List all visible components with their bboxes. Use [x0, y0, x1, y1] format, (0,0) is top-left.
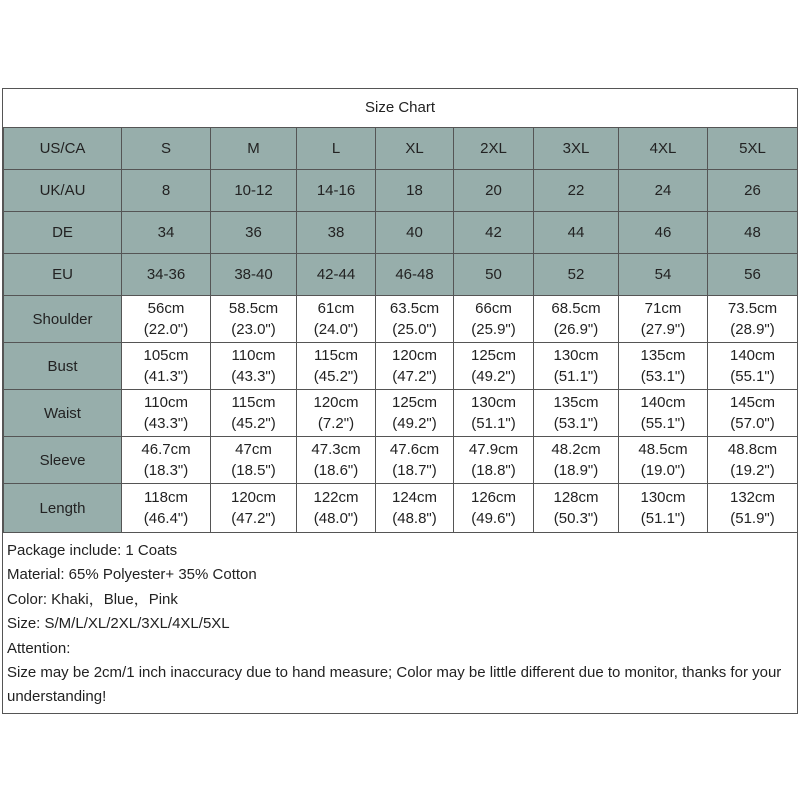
measurement-cell	[376, 296, 454, 343]
measurement-cell	[454, 343, 534, 390]
size-system-row	[4, 212, 798, 254]
size-value-cell: 42	[454, 212, 534, 254]
measurement-inches: (50.3")	[553, 510, 599, 527]
measurement-inches: (47.2")	[231, 510, 276, 527]
size-value-cell: 24	[619, 170, 708, 212]
measurement-inches: (46.4")	[143, 510, 189, 527]
measurement-cm: 140cm	[640, 394, 686, 411]
measurement-cell	[297, 484, 376, 533]
measurement-inches: (7.2")	[317, 415, 355, 432]
measurement-cell	[534, 437, 619, 484]
size-value-cell: 56	[708, 254, 798, 296]
measurement-label: Length	[4, 484, 122, 533]
measurement-cell	[454, 437, 534, 484]
measurement-row	[4, 296, 798, 343]
size-value-cell: 46-48	[376, 254, 454, 296]
measurement-cell	[122, 343, 211, 390]
measurement-inches: (51.1")	[640, 510, 686, 527]
size-system-label: EU	[4, 254, 122, 296]
measurement-label: Waist	[4, 390, 122, 437]
measurement-inches: (22.0")	[143, 321, 189, 338]
measurement-cell	[708, 296, 798, 343]
size-system-row	[4, 128, 798, 170]
measurement-inches: (28.9")	[730, 321, 775, 338]
measurement-inches: (48.8")	[392, 510, 437, 527]
measurement-cell	[534, 343, 619, 390]
size-value-cell: L	[297, 128, 376, 170]
size-value-cell: 52	[534, 254, 619, 296]
measurement-cm: 105cm	[143, 347, 189, 364]
measurement-cm: 120cm	[391, 347, 438, 364]
measurement-cm: 110cm	[231, 347, 276, 364]
measurement-cell	[708, 390, 798, 437]
measurement-cm: 135cm	[553, 394, 599, 411]
measurement-inches: (19.0")	[640, 462, 686, 479]
measurement-inches: (53.1")	[640, 368, 686, 385]
measurement-cm: 47.6cm	[389, 441, 440, 458]
measurement-cm: 120cm	[313, 394, 359, 411]
size-value-cell: 4XL	[619, 128, 708, 170]
size-value-cell: 34-36	[122, 254, 211, 296]
measurement-cm: 122cm	[313, 489, 359, 506]
size-system-row	[4, 170, 798, 212]
size-value-cell: 5XL	[708, 128, 798, 170]
size-value-cell: 20	[454, 170, 534, 212]
size-value-cell: 36	[211, 212, 297, 254]
measurement-inches: (51.1")	[553, 368, 599, 385]
measurement-cell	[534, 296, 619, 343]
measurement-cm: 125cm	[470, 347, 517, 364]
measurement-inches: (43.3")	[143, 415, 189, 432]
measurement-cell	[376, 343, 454, 390]
size-value-cell: 48	[708, 212, 798, 254]
size-value-cell: 46	[619, 212, 708, 254]
measurement-inches: (53.1")	[553, 415, 599, 432]
size-system-label: UK/AU	[4, 170, 122, 212]
measurement-inches: (41.3")	[143, 368, 189, 385]
size-value-cell: 3XL	[534, 128, 619, 170]
measurement-cell	[211, 343, 297, 390]
measurement-inches: (25.9")	[471, 321, 516, 338]
size-chart-title: Size Chart	[3, 89, 797, 128]
measurement-cell	[619, 296, 708, 343]
measurement-cell	[708, 484, 798, 533]
measurement-cell	[376, 390, 454, 437]
size-value-cell: M	[211, 128, 297, 170]
measurement-cm: 145cm	[729, 394, 776, 411]
measurement-inches: (43.3")	[231, 368, 276, 385]
measurement-cm: 56cm	[147, 300, 185, 317]
size-value-cell: 22	[534, 170, 619, 212]
measurement-row	[4, 484, 798, 533]
measurement-cell	[376, 484, 454, 533]
measurement-cm: 115cm	[314, 347, 358, 364]
measurement-inches: (47.2")	[392, 368, 437, 385]
measurement-cm: 126cm	[470, 489, 517, 506]
measurement-cell	[211, 390, 297, 437]
size-table-body	[4, 128, 798, 533]
measurement-inches: (51.9")	[730, 510, 775, 527]
measurement-cell	[122, 484, 211, 533]
measurement-cm: 47.3cm	[311, 441, 361, 458]
measurement-cm: 118cm	[144, 489, 188, 506]
measurement-inches: (49.6")	[471, 510, 516, 527]
size-value-cell: XL	[376, 128, 454, 170]
measurement-inches: (49.2")	[471, 368, 516, 385]
material-note: Material: 65% Polyester+ 35% Cotton	[7, 566, 257, 584]
measurement-inches: (18.6")	[313, 462, 359, 479]
disclaimer-note: Size may be 2cm/1 inch inaccuracy due to hand measure; Color may be little different due to monitor, thanks for your understanding!	[7, 664, 782, 706]
measurement-inches: (51.1")	[471, 415, 516, 432]
measurement-cm: 48.2cm	[551, 441, 601, 458]
measurement-cell	[708, 437, 798, 484]
size-value-cell: 2XL	[454, 128, 534, 170]
measurement-cell	[297, 343, 376, 390]
measurement-inches: (45.2")	[313, 368, 359, 385]
measurement-cell	[454, 484, 534, 533]
measurement-cell	[619, 484, 708, 533]
measurement-cm: 48.5cm	[638, 441, 688, 458]
measurement-cm: 130cm	[470, 394, 517, 411]
measurement-cm: 128cm	[553, 489, 599, 506]
measurement-cell	[297, 390, 376, 437]
package-note: Package include: 1 Coats	[7, 542, 178, 559]
measurement-cm: 61cm	[317, 300, 355, 317]
measurement-cm: 73.5cm	[727, 300, 778, 317]
size-value-cell: 8	[122, 170, 211, 212]
measurement-label: Bust	[4, 343, 122, 390]
measurement-inches: (18.8")	[471, 462, 516, 479]
size-value-cell: S	[122, 128, 211, 170]
measurement-cell	[376, 437, 454, 484]
measurement-cm: 124cm	[391, 489, 438, 506]
attention-label: Attention:	[7, 639, 71, 657]
measurement-cm: 48.8cm	[727, 441, 778, 458]
measurement-inches: (45.2")	[231, 415, 276, 432]
product-notes	[7, 539, 795, 710]
measurement-cm: 115cm	[231, 394, 276, 411]
measurement-cm: 58.5cm	[228, 300, 279, 317]
measurement-inches: (48.0")	[313, 510, 359, 527]
size-value-cell: 38-40	[211, 254, 297, 296]
size-value-cell: 10-12	[211, 170, 297, 212]
measurement-inches: (18.3")	[143, 462, 189, 479]
size-system-row	[4, 254, 798, 296]
measurement-cell	[211, 437, 297, 484]
measurement-cell	[122, 296, 211, 343]
measurement-cell	[534, 484, 619, 533]
size-note: Size: S/M/L/XL/2XL/3XL/4XL/5XL	[7, 615, 230, 633]
measurement-inches: (49.2")	[392, 415, 437, 432]
measurement-inches: (25.0")	[392, 321, 437, 338]
measurement-cell	[454, 390, 534, 437]
measurement-inches: (55.1")	[640, 415, 686, 432]
size-system-label: DE	[4, 212, 122, 254]
measurement-cm: 120cm	[230, 489, 277, 506]
measurement-inches: (23.0")	[231, 321, 276, 338]
size-value-cell: 34	[122, 212, 211, 254]
size-value-cell: 38	[297, 212, 376, 254]
measurement-cell	[619, 437, 708, 484]
measurement-cell	[297, 437, 376, 484]
measurement-inches: (19.2")	[730, 462, 775, 479]
measurement-cell	[534, 390, 619, 437]
measurement-cm: 71cm	[644, 300, 682, 317]
measurement-cell	[619, 343, 708, 390]
measurement-cm: 47.9cm	[468, 441, 519, 458]
measurement-cm: 110cm	[144, 394, 188, 411]
measurement-inches: (18.5")	[231, 462, 276, 479]
measurement-cell	[122, 437, 211, 484]
measurement-inches: (18.7")	[392, 462, 437, 479]
size-table	[3, 127, 798, 533]
measurement-inches: (26.9")	[553, 321, 599, 338]
measurement-row	[4, 437, 798, 484]
measurement-cm: 46.7cm	[141, 441, 191, 458]
size-value-cell: 18	[376, 170, 454, 212]
measurement-row	[4, 390, 798, 437]
measurement-cm: 130cm	[553, 347, 599, 364]
size-value-cell: 50	[454, 254, 534, 296]
measurement-cell	[619, 390, 708, 437]
measurement-label: Sleeve	[4, 437, 122, 484]
measurement-cm: 68.5cm	[551, 300, 601, 317]
measurement-inches: (55.1")	[730, 368, 775, 385]
measurement-inches: (27.9")	[640, 321, 686, 338]
size-value-cell: 44	[534, 212, 619, 254]
measurement-label: Shoulder	[4, 296, 122, 343]
size-value-cell: 42-44	[297, 254, 376, 296]
size-system-label: US/CA	[4, 128, 122, 170]
measurement-cell	[122, 390, 211, 437]
measurement-cm: 125cm	[391, 394, 438, 411]
measurement-cell	[708, 343, 798, 390]
measurement-row	[4, 343, 798, 390]
measurement-cell	[297, 296, 376, 343]
measurement-cm: 135cm	[640, 347, 686, 364]
measurement-inches: (24.0")	[313, 321, 359, 338]
size-value-cell: 40	[376, 212, 454, 254]
color-note: Color: Khaki，Blue，Pink	[7, 590, 178, 608]
size-value-cell: 14-16	[297, 170, 376, 212]
size-value-cell: 26	[708, 170, 798, 212]
measurement-cm: 63.5cm	[389, 300, 440, 317]
measurement-inches: (18.9")	[553, 462, 599, 479]
size-chart-sheet	[2, 88, 798, 714]
measurement-cell	[211, 484, 297, 533]
measurement-cell	[454, 296, 534, 343]
measurement-cm: 130cm	[640, 489, 686, 506]
measurement-cm: 47cm	[235, 441, 272, 458]
measurement-cm: 140cm	[729, 347, 776, 364]
size-value-cell: 54	[619, 254, 708, 296]
measurement-cm: 66cm	[475, 300, 512, 317]
measurement-inches: (57.0")	[730, 415, 775, 432]
measurement-cell	[211, 296, 297, 343]
measurement-cm: 132cm	[729, 489, 776, 506]
